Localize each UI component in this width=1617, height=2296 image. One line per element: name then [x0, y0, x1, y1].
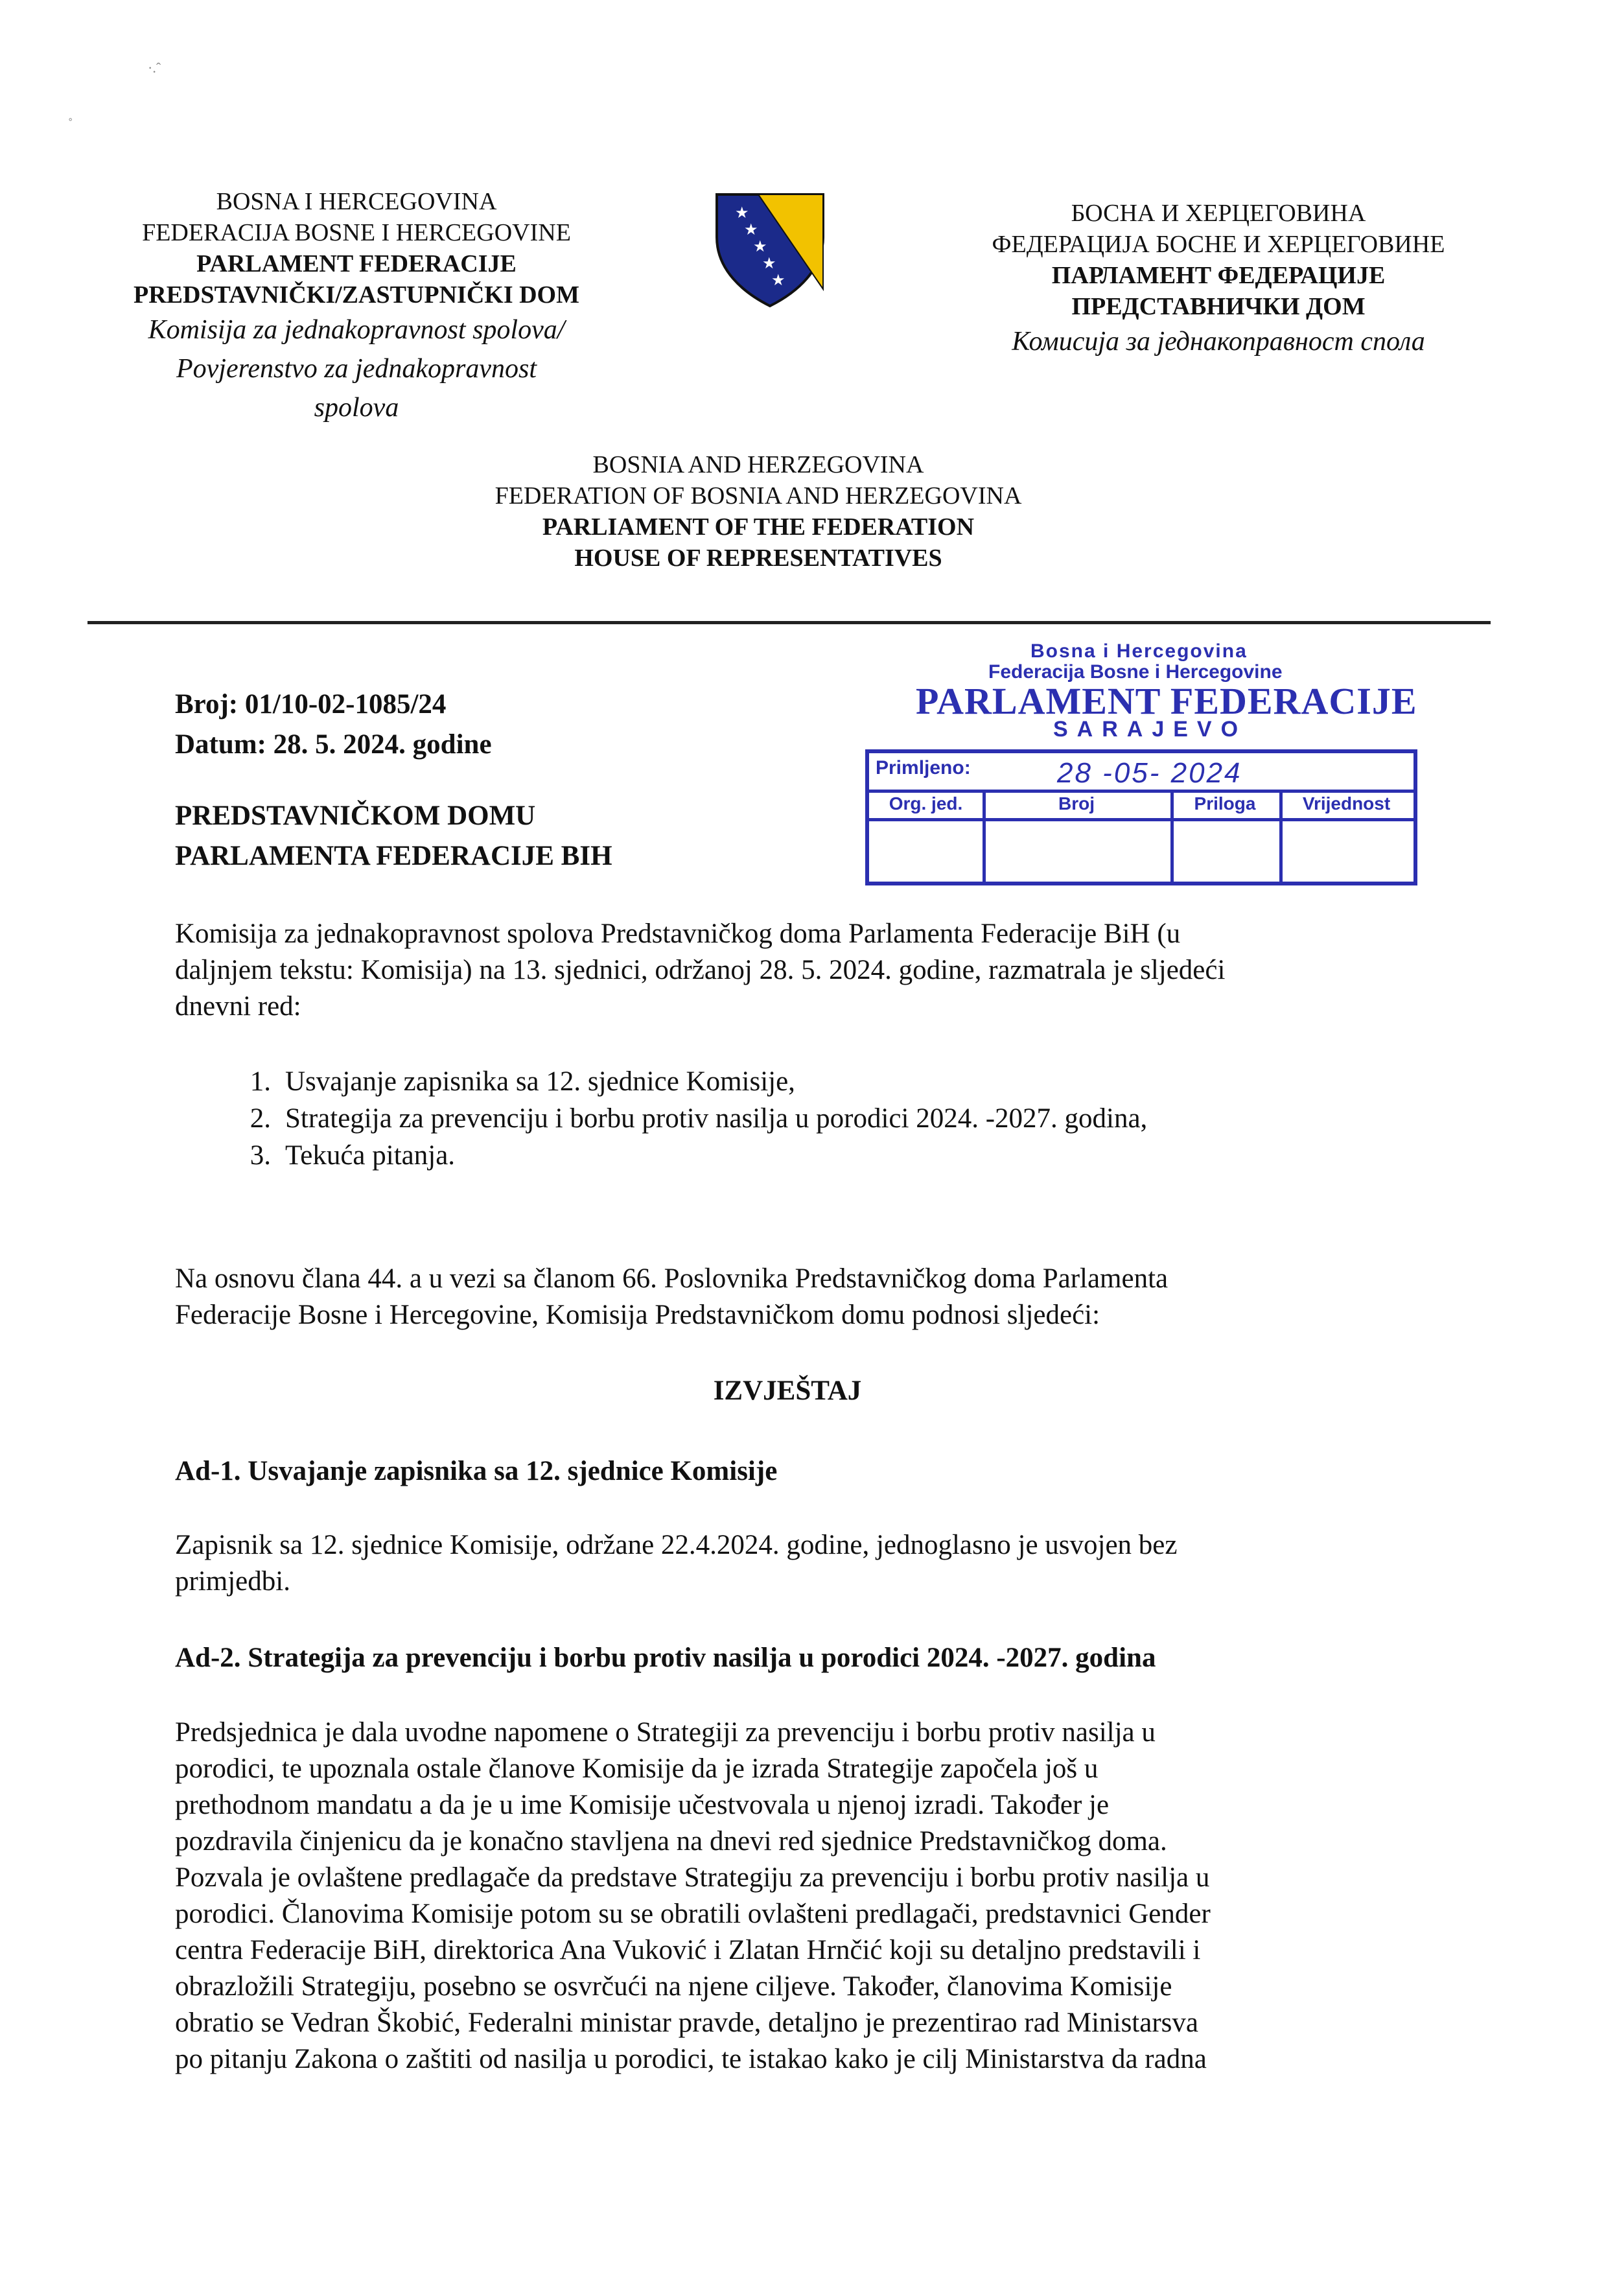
ad2-line: po pitanju Zakona o zaštiti od nasilja u porodici, te istakao kako je cilj Ministarstva da radna: [175, 2044, 1207, 2074]
header-left-house: PREDSTAVNIČKI/ZASTUPNIČKI DOM: [134, 281, 579, 309]
header-left-parliament: PARLAMENT FEDERACIJE: [196, 250, 517, 277]
basis-line: Na osnovu člana 44. a u vezi sa članom 66. Poslovnika Predstavničkog doma Parlamenta: [175, 1263, 1169, 1294]
svg-text:★: ★: [735, 204, 749, 222]
ad1-paragraph: [175, 1527, 1400, 1600]
ad1-line: Zapisnik sa 12. sjednice Komisije, održane 22.4.2024. godine, jednoglasno je usvojen bez: [175, 1530, 1178, 1560]
stamp-col-broj: Broj: [983, 790, 1174, 882]
ad2-line: centra Federacije BiH, direktorica Ana Vuković i Zlatan Hrnčić koji su detaljno predstavili i: [175, 1935, 1201, 1965]
header-left-entity: FEDERACIJA BOSNE I HERCEGOVINE: [142, 219, 571, 246]
ad2-line: Predsjednica je dala uvodne napomene o Strategiji za prevenciju i borbu protiv nasilja u: [175, 1717, 1156, 1748]
stamp-col-vrijednost: Vrijednost: [1302, 793, 1391, 814]
svg-text:★: ★: [771, 271, 785, 289]
header-en-parliament: PARLIAMENT OF THE FEDERATION: [542, 513, 975, 541]
ad2-heading: Ad-2. Strategija za prevenciju i borbu protiv nasilja u porodici 2024. -2027. godina: [175, 1643, 1156, 1673]
ad2-line: prethodnom mandatu a da je u ime Komisije učestvovala u njenoj izradi. Također je: [175, 1790, 1110, 1820]
stamp-entity: Federacija Bosne i Hercegovine: [988, 661, 1283, 683]
header-right-entity: ФЕДЕРАЦИЈА БОСНЕ И ХЕРЦЕГОВИНЕ: [992, 231, 1445, 258]
agenda-list: [220, 1063, 1147, 1174]
header-right-parliament: ПАРЛАМЕНТ ФЕДЕРАЦИЈЕ: [1051, 262, 1386, 289]
document-date: Datum: 28. 5. 2024. godine: [175, 729, 492, 760]
header-right-commission: Комисија за једнакоправност спола: [1012, 327, 1425, 357]
ad2-line: obratio se Vedran Škobić, Federalni ministar pravde, detaljno je prezentirao rad Ministarsva: [175, 2008, 1198, 2038]
header-left-commission-end: spolova: [314, 393, 399, 423]
agenda-item: 1. Usvajanje zapisnika sa 12. sjednice Komisije,: [250, 1066, 795, 1097]
stamp-received-label: Primljeno:: [876, 757, 971, 779]
svg-text:★: ★: [753, 237, 767, 255]
agenda-item: 2. Strategija za prevenciju i borbu protiv nasilja u porodici 2024. -2027. godina,: [250, 1103, 1148, 1134]
ad1-line: primjedbi.: [175, 1566, 290, 1597]
intro-paragraph: [175, 916, 1400, 1025]
stamp-col-priloga: Priloga: [1170, 790, 1283, 882]
header-en-country: BOSNIA AND HERZEGOVINA: [592, 451, 924, 478]
header-english: [402, 449, 1115, 574]
svg-text:★: ★: [744, 220, 758, 239]
scan-speck: ˚: [68, 115, 73, 132]
stamp-table: [865, 749, 1417, 885]
scan-speck: ·.ˆ: [148, 60, 161, 76]
header-right-country: БОСНА И ХЕРЦЕГОВИНА: [1071, 200, 1366, 227]
header-left: [91, 186, 622, 427]
stamp-parliament: PARLAMENT FEDERACIJE: [916, 680, 1417, 722]
svg-text:★: ★: [762, 254, 776, 272]
ad2-line: porodici. Članovima Komisije potom su se obratili ovlašteni predlagači, predstavnici Gender: [175, 1899, 1211, 1929]
recipient-line-2: PARLAMENTA FEDERACIJE BIH: [175, 841, 612, 871]
header-left-country: BOSNA I HERCEGOVINA: [216, 188, 497, 215]
stamp-country: Bosna i Hercegovina: [1030, 640, 1248, 662]
header-en-entity: FEDERATION OF BOSNIA AND HERZEGOVINA: [494, 482, 1022, 510]
ad2-line: porodici, te upoznala ostale članove Komisije da je izrada Strategije započela još u: [175, 1753, 1099, 1784]
report-title: IZVJEŠTAJ: [713, 1376, 862, 1406]
document-number: Broj: 01/10-02-1085/24: [175, 689, 447, 720]
ad2-line: Pozvala je ovlaštene predlagače da predstave Strategiju za prevenciju i borbu protiv nasilja u: [175, 1862, 1210, 1893]
received-stamp: [865, 640, 1423, 900]
bih-coat-of-arms-icon: [713, 192, 827, 309]
ad2-paragraph: [175, 1715, 1400, 2078]
stamp-col-org: Org. jed.: [869, 790, 986, 882]
ad1-heading: Ad-1. Usvajanje zapisnika sa 12. sjednice Komisije: [175, 1456, 778, 1486]
intro-line: dnevni red:: [175, 991, 301, 1022]
intro-line: daljnjem tekstu: Komisija) na 13. sjednici, održanoj 28. 5. 2024. godine, razmatrala je sljedeći: [175, 955, 1226, 985]
basis-line: Federacije Bosne i Hercegovine, Komisija Predstavničkom domu podnosi sljedeći:: [175, 1300, 1100, 1330]
stamp-header-line: [869, 818, 1413, 821]
header-right: [894, 198, 1542, 361]
header-divider: [87, 621, 1491, 624]
basis-paragraph: [175, 1261, 1400, 1333]
header-left-commission: Komisija za jednakopravnost spolova/: [148, 315, 565, 345]
stamp-received-row: [869, 753, 1413, 793]
stamp-received-date: 28 -05- 2024: [1057, 757, 1242, 789]
header-right-house: ПРЕДСТАВНИЧКИ ДОМ: [1071, 293, 1366, 320]
stamp-city: SARAJEVO: [1053, 717, 1248, 742]
header-left-commission-cont: Povjerenstvo za jednakopravnost: [176, 354, 537, 384]
ad2-line: pozdravila činjenicu da je konačno stavljena na dnevi red sjednice Predstavničkog doma.: [175, 1826, 1167, 1857]
agenda-item: 3. Tekuća pitanja.: [250, 1140, 456, 1171]
recipient-line-1: PREDSTAVNIČKOM DOMU: [175, 801, 536, 831]
header-en-house: HOUSE OF REPRESENTATIVES: [574, 545, 942, 572]
intro-line: Komisija za jednakopravnost spolova Predstavničkog doma Parlamenta Federacije BiH (u: [175, 919, 1181, 949]
ad2-line: obrazložili Strategiju, posebno se osvrčući na njene ciljeve. Također, članovima Komisije: [175, 1971, 1172, 2002]
